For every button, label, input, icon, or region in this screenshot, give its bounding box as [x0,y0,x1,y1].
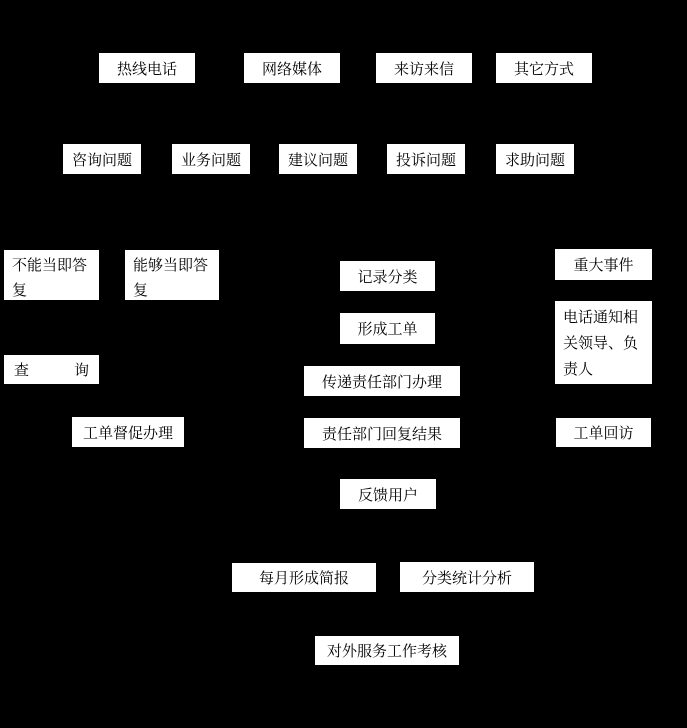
node-external-service-assessment: 对外服务工作考核 [315,636,459,665]
node-network-media: 网络媒体 [244,53,340,83]
node-query [4,355,99,384]
node-complaint-issue: 投诉问题 [387,144,465,174]
node-hotline-phone: 热线电话 [99,53,195,83]
node-workorder-revisit: 工单回访 [556,418,651,447]
node-business-issue: 业务问题 [172,144,250,174]
query-label-left: 查 [14,362,30,379]
query-label-right: 询 [73,362,89,379]
node-visit-letter: 来访来信 [376,53,472,83]
node-feedback-user: 反馈用户 [340,479,436,509]
node-dept-reply-result: 责任部门回复结果 [304,418,460,448]
node-monthly-briefing: 每月形成简报 [232,563,376,592]
node-transfer-dept-handle: 传递责任部门办理 [304,366,460,396]
node-cannot-answer-now: 不能当即答复 [4,250,99,300]
node-record-classify: 记录分类 [340,261,435,291]
node-consult-issue: 咨询问题 [63,144,141,174]
node-suggestion-issue: 建议问题 [279,144,357,174]
node-other-ways: 其它方式 [496,53,592,83]
node-help-issue: 求助问题 [496,144,574,174]
node-can-answer-now: 能够当即答复 [125,250,219,300]
node-phone-notify-leaders: 电话通知相关领导、负责人 [555,301,652,384]
node-form-workorder: 形成工单 [340,313,435,344]
node-major-event: 重大事件 [555,249,652,280]
node-workorder-supervise: 工单督促办理 [72,417,184,447]
node-classify-statistics: 分类统计分析 [400,562,534,592]
